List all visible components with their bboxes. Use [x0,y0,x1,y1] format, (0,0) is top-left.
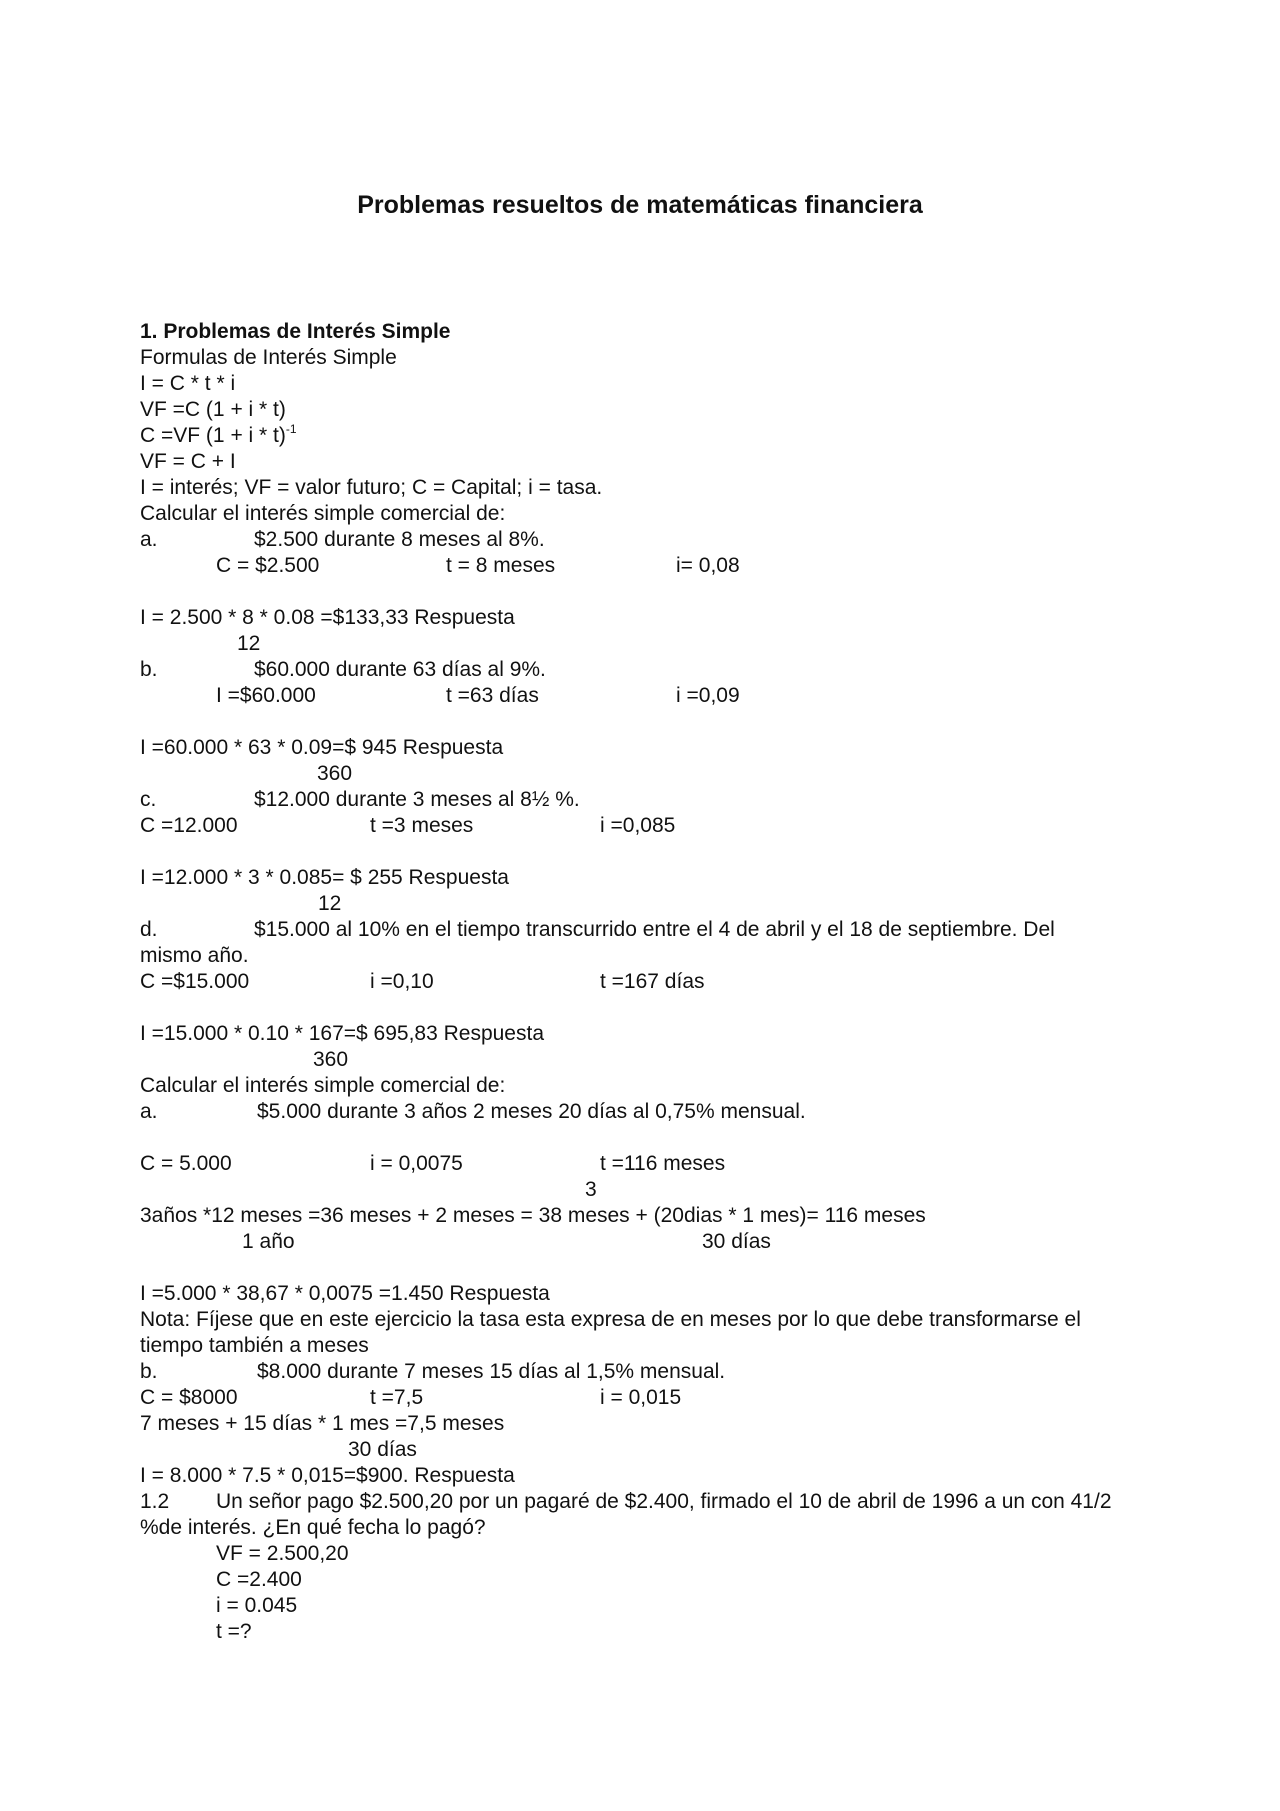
problem-d-equation: I =15.000 * 0.10 * 167=$ 695,83 Respuesta [140,1022,544,1045]
problem-c-statement: $12.000 durante 3 meses al 8½ %. [254,788,580,811]
problem-a2-label: a. [140,1100,158,1123]
problem-c-rate: i =0,085 [600,814,676,837]
problem-b2-capital: C = $8000 [140,1386,238,1409]
formula-future-value: VF =C (1 + i * t) [140,398,286,421]
problem-b2-label: b. [140,1360,158,1383]
problem-a-capital: C = $2.500 [216,554,320,577]
formula-capital [140,423,297,449]
document-title: Problemas resueltos de matemáticas financiera [357,191,923,219]
problem-a-label: a. [140,528,158,551]
problem-d-label: d. [140,918,158,941]
problem-a2-conversion-den-1: 1 año [242,1230,295,1253]
problem-b2-time: t =7,5 [370,1386,424,1409]
instruction-1: Calcular el interés simple comercial de: [140,502,506,525]
formula-capital-exponent: -1 [285,422,297,436]
problem-1-2-capital: C =2.400 [216,1568,302,1591]
formulas-title: Formulas de Interés Simple [140,346,397,369]
formula-capital-base: C =VF (1 + i * t) [140,424,286,447]
problem-d-capital: C =$15.000 [140,970,250,993]
problem-b2-rate: i = 0,015 [600,1386,682,1409]
problem-1-2-time: t =? [216,1620,252,1643]
problem-c-label: c. [140,788,157,811]
problem-1-2-statement: Un señor pago $2.500,20 por un pagaré de $2.400, firmado el 10 de abril de 1996 a un con 41/2 [216,1490,1112,1513]
problem-a2-statement: $5.000 durante 3 años 2 meses 20 días al 0,75% mensual. [257,1100,806,1123]
problem-1-2-rate: i = 0.045 [216,1594,298,1617]
problem-a2-note-cont: tiempo también a meses [140,1334,369,1357]
problem-c-denominator: 12 [318,892,342,915]
problem-b2-statement: $8.000 durante 7 meses 15 días al 1,5% mensual. [257,1360,726,1383]
problem-d-statement: $15.000 al 10% en el tiempo transcurrido entre el 4 de abril y el 18 de septiembre. Del [254,918,1055,941]
problem-a2-conversion-den-2: 30 días [702,1230,771,1253]
problem-a-time: t = 8 meses [446,554,556,577]
problem-d-statement-cont: mismo año. [140,944,249,967]
problem-a2-time: t =116 meses [600,1152,726,1175]
problem-a-equation: I = 2.500 * 8 * 0.08 =$133,33 Respuesta [140,606,515,629]
problem-d-rate: i =0,10 [370,970,434,993]
problem-a2-note: Nota: Fíjese que en este ejercicio la tasa esta expresa de en meses por lo que debe transformarse el [140,1308,1081,1331]
problem-a2-rate: i = 0,0075 [370,1152,463,1175]
problem-c-time: t =3 meses [370,814,474,837]
problem-a2-conversion: 3años *12 meses =36 meses + 2 meses = 38 meses + (20dias * 1 mes)= 116 meses [140,1204,926,1227]
instruction-2: Calcular el interés simple comercial de: [140,1074,506,1097]
problem-b-rate: i =0,09 [676,684,740,707]
problem-b-statement: $60.000 durante 63 días al 9%. [254,658,546,681]
problem-a-statement: $2.500 durante 8 meses al 8%. [254,528,545,551]
formula-sum: VF = C + I [140,450,236,473]
problem-b-time: t =63 días [446,684,539,707]
problem-b2-conversion-den: 30 días [348,1438,417,1461]
problem-b2-conversion: 7 meses + 15 días * 1 mes =7,5 meses [140,1412,505,1435]
problem-a2-time-denominator: 3 [585,1178,597,1201]
section-heading: 1. Problemas de Interés Simple [140,320,451,343]
problem-b-label: b. [140,658,158,681]
problem-a-denominator: 12 [237,632,261,655]
problem-1-2-statement-cont: %de interés. ¿En qué fecha lo pagó? [140,1516,486,1539]
problem-c-equation: I =12.000 * 3 * 0.085= $ 255 Respuesta [140,866,509,889]
problem-a2-capital: C = 5.000 [140,1152,232,1175]
problem-c-capital: C =12.000 [140,814,238,837]
problem-a2-equation: I =5.000 * 38,67 * 0,0075 =1.450 Respuesta [140,1282,550,1305]
problem-1-2-label: 1.2 [140,1490,170,1513]
problem-a-rate: i= 0,08 [676,554,740,577]
problem-b-capital: I =$60.000 [216,684,316,707]
problem-1-2-future-value: VF = 2.500,20 [216,1542,349,1565]
problem-d-time: t =167 días [600,970,705,993]
formula-legend: I = interés; VF = valor futuro; C = Capital; i = tasa. [140,476,603,499]
problem-d-denominator: 360 [313,1048,349,1071]
problem-b-equation: I =60.000 * 63 * 0.09=$ 945 Respuesta [140,736,504,759]
formula-interest: I = C * t * i [140,372,236,395]
problem-b2-equation: I = 8.000 * 7.5 * 0,015=$900. Respuesta [140,1464,515,1487]
problem-b-denominator: 360 [317,762,353,785]
